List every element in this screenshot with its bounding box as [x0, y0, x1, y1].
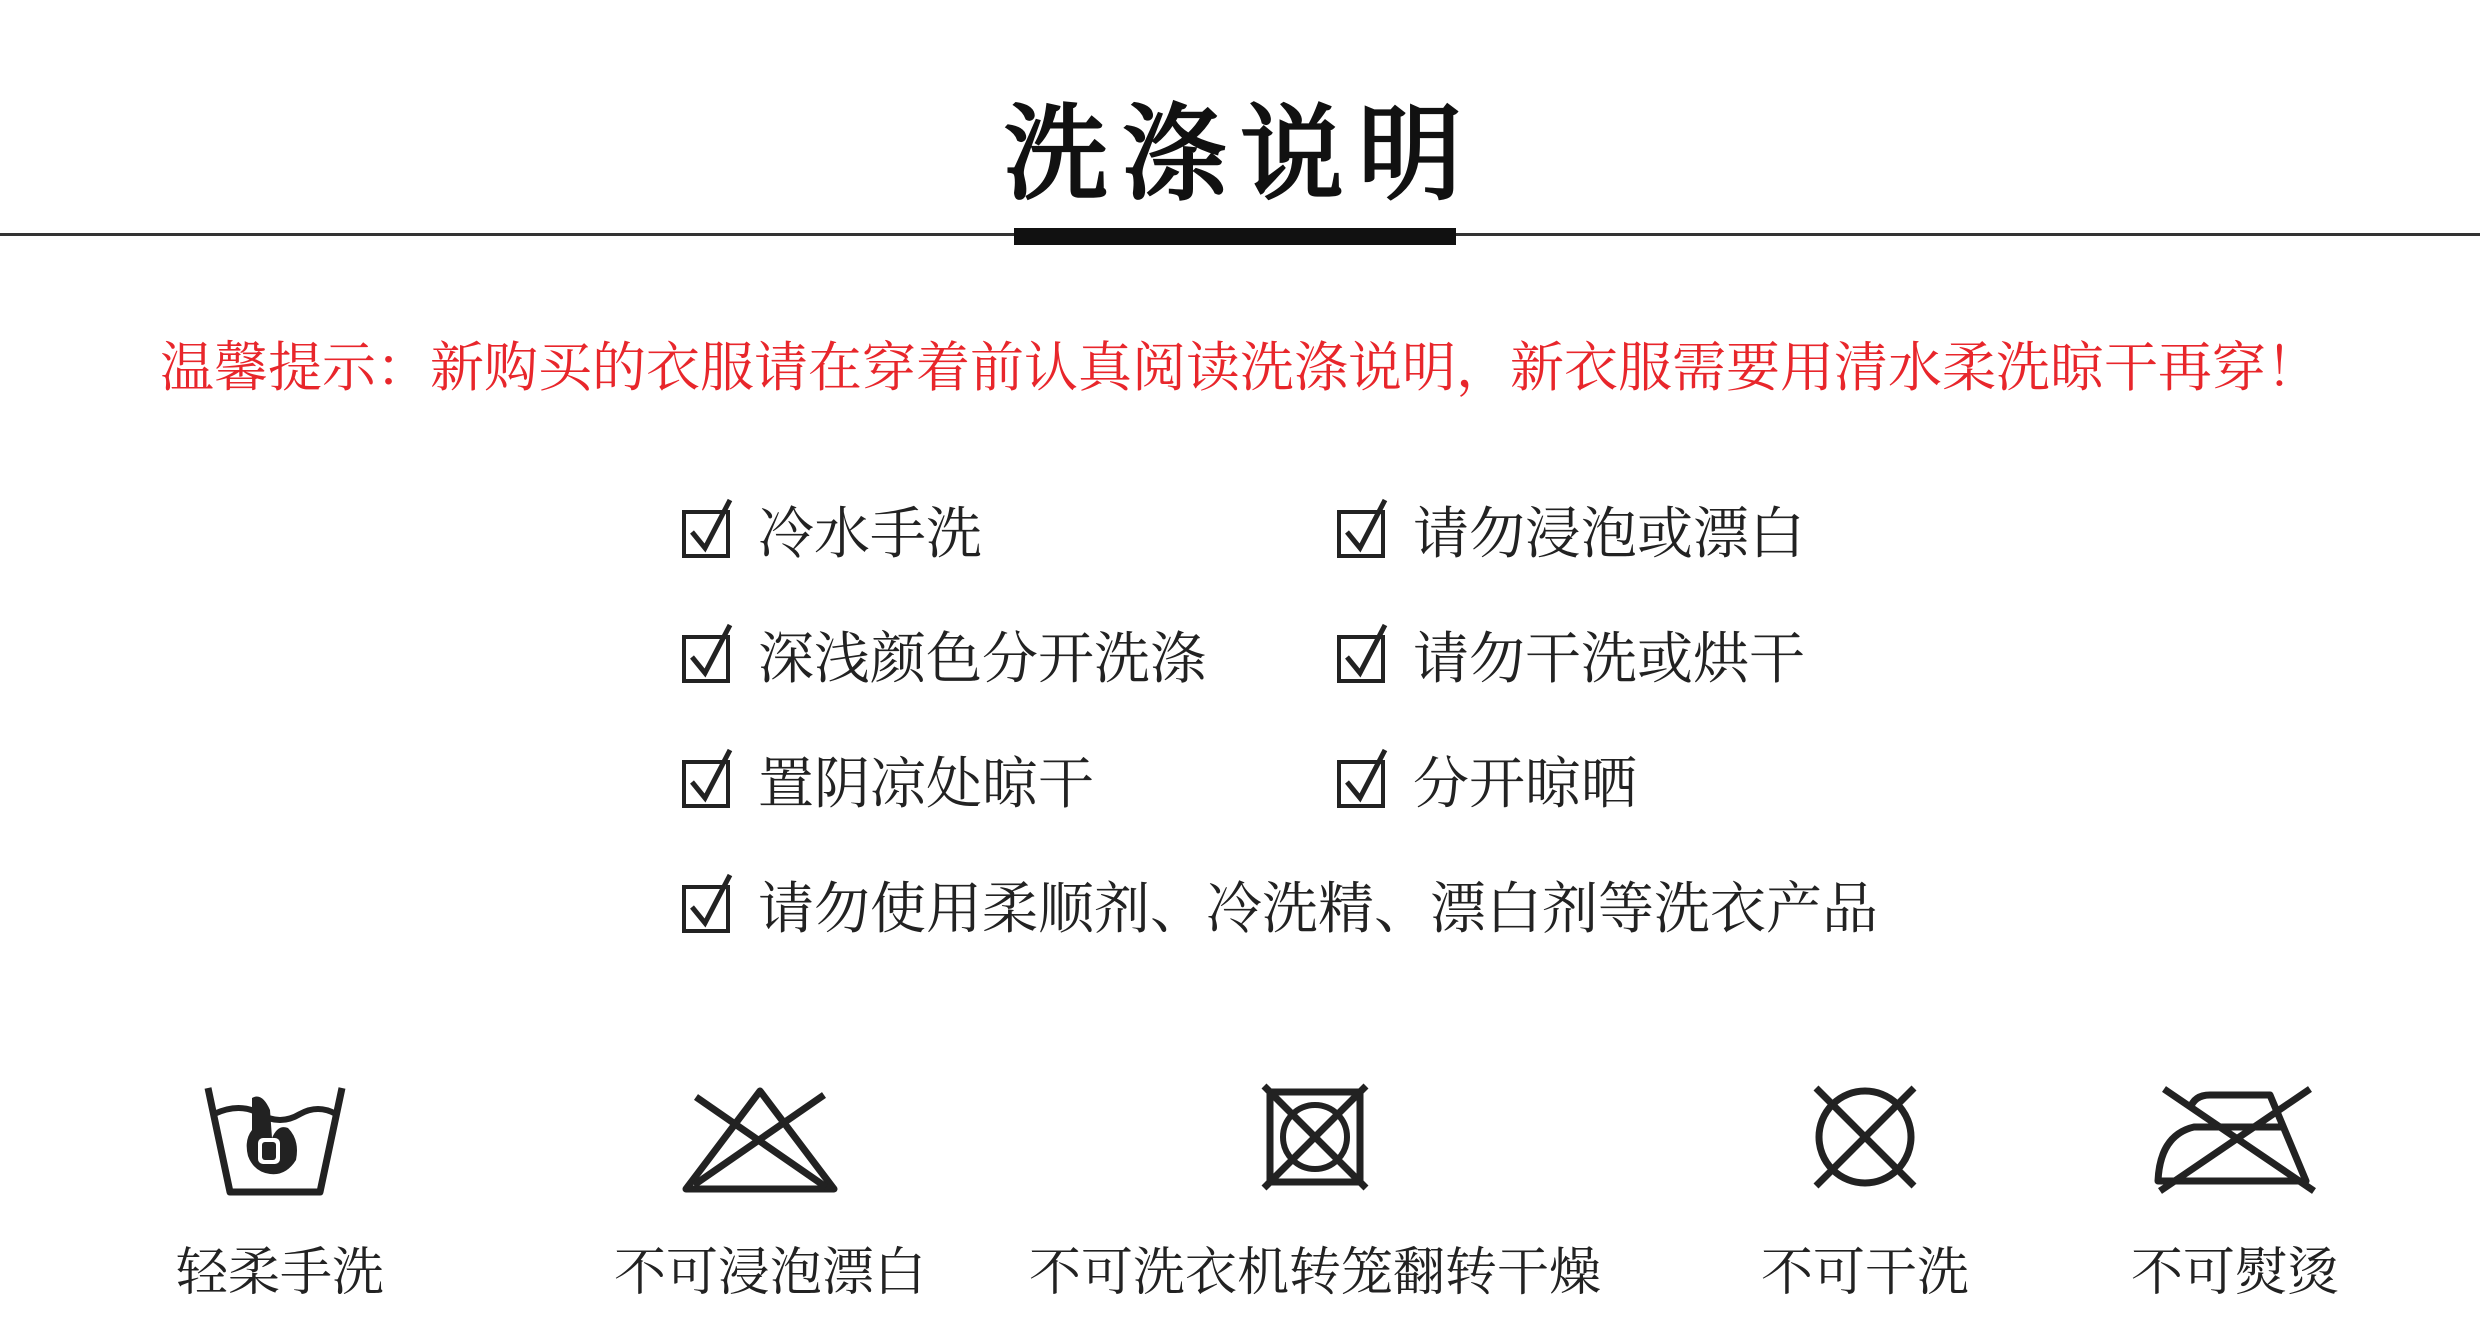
- checkbox-checked-icon: [680, 746, 738, 814]
- check-item: [680, 615, 1206, 695]
- hand-wash-icon: [200, 1080, 350, 1200]
- check-item-label: 深浅颜色分开洗涤: [758, 627, 1206, 692]
- check-item-label: 请勿使用柔顺剂、冷洗精、漂白剂等洗衣产品: [758, 877, 1878, 942]
- page-title: 洗涤说明: [1003, 93, 1476, 215]
- check-item: [680, 865, 1878, 945]
- check-item: [1335, 490, 1805, 570]
- title-underline: [1014, 228, 1456, 245]
- no-tumble-dry-icon: [1260, 1082, 1370, 1192]
- checkbox-checked-icon: [680, 496, 738, 564]
- check-item-label: 请勿干洗或烘干: [1413, 627, 1805, 692]
- checkbox-checked-icon: [1335, 746, 1393, 814]
- check-item: [680, 490, 982, 570]
- check-item: [1335, 740, 1637, 820]
- check-item: [680, 740, 1094, 820]
- symbol-label: 不可浸泡漂白: [613, 1243, 926, 1303]
- no-bleach-icon: [680, 1085, 840, 1195]
- check-item-label: 置阴凉处晾干: [758, 752, 1094, 817]
- checkbox-checked-icon: [1335, 496, 1393, 564]
- check-item-label: 请勿浸泡或漂白: [1413, 502, 1805, 567]
- checkbox-checked-icon: [680, 871, 738, 939]
- symbol-label: 轻柔手洗: [175, 1243, 384, 1303]
- checkbox-checked-icon: [680, 621, 738, 689]
- check-item-label: 分开晾晒: [1413, 752, 1637, 817]
- warm-notice: 温馨提示：新购买的衣服请在穿着前认真阅读洗涤说明，新衣服需要用清水柔洗晾干再穿！: [160, 336, 2320, 399]
- no-dry-clean-icon: [1810, 1082, 1920, 1192]
- symbol-label: 不可熨烫: [2130, 1243, 2339, 1303]
- checkbox-checked-icon: [1335, 621, 1393, 689]
- symbol-label: 不可洗衣机转笼翻转干燥: [1028, 1243, 1601, 1303]
- check-item-label: 冷水手洗: [758, 502, 982, 567]
- symbol-label: 不可干洗: [1760, 1243, 1969, 1303]
- no-iron-icon: [2150, 1085, 2320, 1195]
- check-item: [1335, 615, 1805, 695]
